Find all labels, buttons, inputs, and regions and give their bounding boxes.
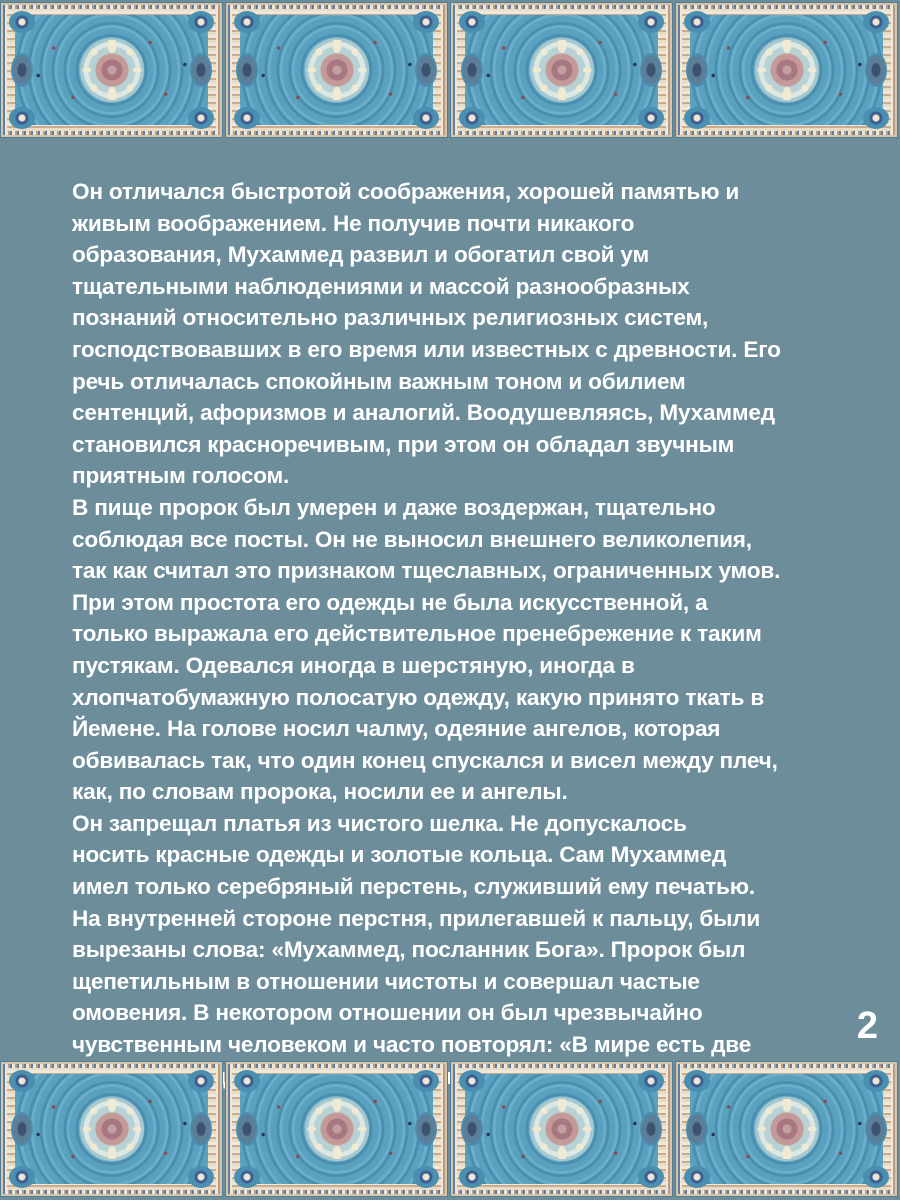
carpet-image [0, 1061, 223, 1197]
carpet-image [450, 1061, 673, 1197]
medallion-icon [530, 38, 594, 102]
text-line: щепетильным в отношении чистоты и совершал частые [72, 968, 700, 994]
page-number: 2 [856, 1005, 878, 1047]
body-text [38, 176, 868, 1092]
text-line: В пище пророк был умерен и даже воздержан, тщательно [72, 494, 716, 520]
text-line: Йемене. На голове носил чалму, одеяние ангелов, которая [72, 716, 721, 742]
carpet-image [225, 1061, 448, 1197]
paragraph-3 [38, 808, 868, 1092]
text-line: только выражала его действительное пренебрежение к таким [72, 621, 762, 647]
text-line: так как считал это признаком тщеславных, ограниченных умов. [72, 558, 781, 584]
medallion-icon [80, 1097, 144, 1161]
text-line: образования, Мухаммед развил и обогатил свой ум [72, 242, 649, 268]
text-line: господствовавших в его время или известных с древности. Его [72, 336, 781, 362]
text-line: обвивалась так, что один конец спускался и висел между плеч, [72, 747, 778, 773]
text-line: приятным голосом. [72, 463, 290, 489]
carpet-image [675, 2, 898, 138]
text-line: имел только серебряный перстень, служивший ему печатью. [72, 874, 755, 900]
carpet-image [675, 1061, 898, 1197]
medallion-icon [530, 1097, 594, 1161]
text-line: становился красноречивым, при этом он обладал звучным [72, 431, 735, 457]
text-line: сентенций, афоризмов и аналогий. Воодушевляясь, Мухаммед [72, 400, 775, 426]
bottom-carpet-border [0, 1061, 900, 1197]
medallion-icon [80, 38, 144, 102]
text-line: как, по словам пророка, носили ее и ангелы. [72, 779, 568, 805]
medallion-icon [755, 38, 819, 102]
text-line: носить красные одежды и золотые кольца. Сам Мухаммед [72, 842, 727, 868]
text-line: вырезаны слова: «Мухаммед, посланник Бога». Пророк был [72, 937, 746, 963]
paragraph-1 [38, 176, 868, 492]
text-line: познаний относительно различных религиозных систем, [72, 305, 709, 331]
text-line: На внутренней стороне перстня, прилегавшей к пальцу, были [72, 905, 761, 931]
text-line: омовения. В некотором отношении он был чрезвычайно [72, 1000, 703, 1026]
text-line: пустякам. Одевался иногда в шерстяную, иногда в [72, 652, 635, 678]
text-line: чувственным человеком и часто повторял: «В мире есть две [72, 1032, 752, 1058]
text-line: речь отличалась спокойным важным тоном и обилием [72, 368, 686, 394]
paragraph-2 [38, 492, 868, 808]
medallion-icon [305, 1097, 369, 1161]
text-line: хлопчатобумажную полосатую одежду, какую принято ткать в [72, 684, 765, 710]
text-line: Он отличался быстротой соображения, хорошей памятью и [72, 179, 740, 204]
carpet-image [0, 2, 223, 138]
text-line: При этом простота его одежды не была искусственной, а [72, 589, 708, 615]
text-line: соблюдая все посты. Он не выносил внешнего великолепия, [72, 526, 752, 552]
text-line: тщательными наблюдениями и массой разнообразных [72, 273, 690, 299]
top-carpet-border [0, 2, 900, 138]
medallion-icon [305, 38, 369, 102]
text-line: Он запрещал платья из чистого шелка. Не допускалось [72, 810, 687, 836]
carpet-image [225, 2, 448, 138]
carpet-image [450, 2, 673, 138]
medallion-icon [755, 1097, 819, 1161]
text-line: живым воображением. Не получив почти никакого [72, 210, 635, 236]
